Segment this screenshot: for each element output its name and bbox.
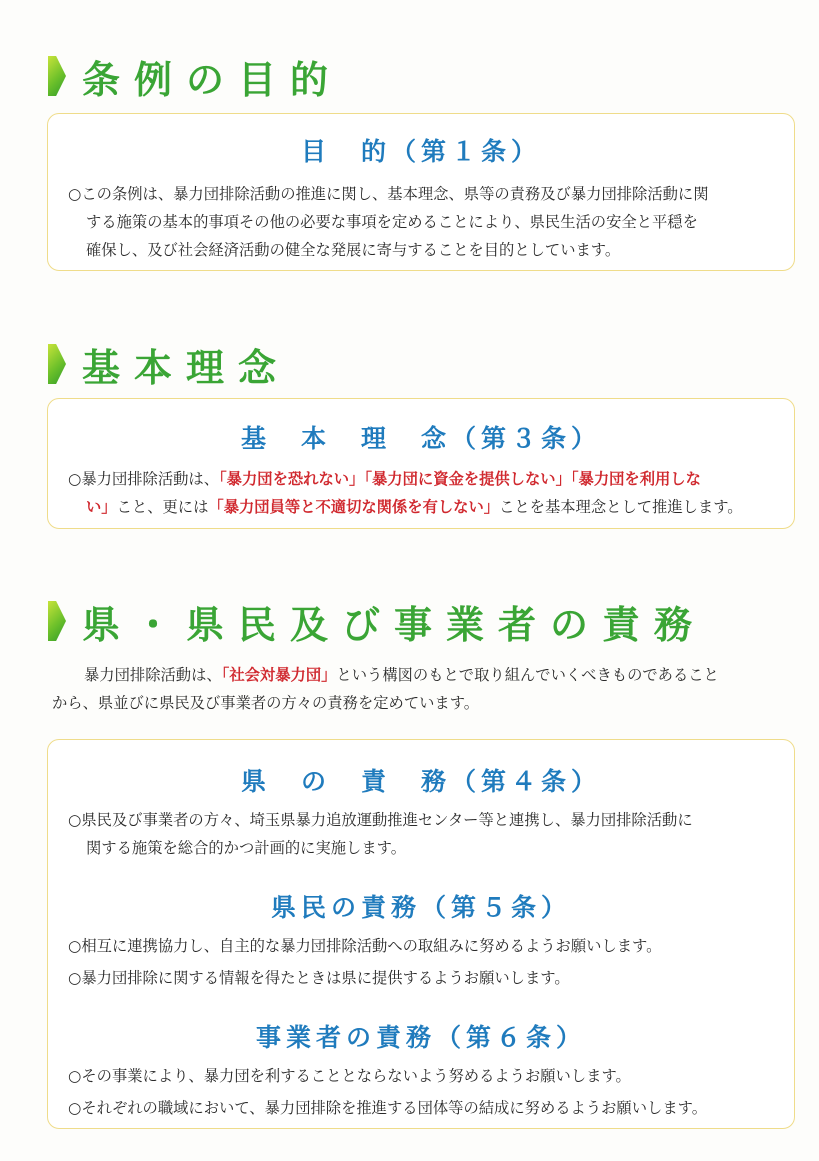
para-line: 関する施策を総合的かつ計画的に実施します。: [86, 839, 407, 857]
para-line: 確保し、及び社会経済活動の健全な発展に寄与することを目的としています。: [86, 241, 621, 259]
duties-box: [47, 739, 795, 1129]
text-span: 暴力団排除活動は、: [84, 666, 222, 684]
section-heading-purpose: [48, 50, 342, 102]
emphasis-text: 「暴力団員等と不適切な関係を有しない」: [208, 498, 500, 516]
para-line: [48, 493, 794, 521]
section-heading-duties: [48, 595, 706, 647]
text-span: ことを基本理念として推進します。: [499, 498, 743, 516]
para-line: [48, 465, 794, 493]
business-duty-title: 事業者の責務（第６条）: [255, 1023, 586, 1052]
para-line: ○県民及び事業者の方々、埼玉県暴力追放運動推進センター等と連携し、暴力団排除活動に: [68, 811, 693, 829]
green-arrow-icon: [48, 56, 66, 96]
heading-text: 県・県民及び事業者の責務: [82, 602, 707, 647]
citizen-duty-title: 県民の責務（第５条）: [270, 893, 571, 922]
green-arrow-icon: [48, 601, 66, 641]
box-title: 目 的（第１条）: [300, 137, 541, 166]
para-line: する施策の基本的事項その他の必要な事項を定めることにより、県民生活の安全と平穏を: [86, 213, 698, 231]
intro-line: [68, 661, 788, 689]
text-span: ○暴力団排除活動は、: [68, 470, 220, 488]
intro-line: から、県並びに県民及び事業者の方々の責務を定めています。: [52, 694, 480, 712]
emphasis-text: 「社会対暴力団」: [221, 666, 337, 684]
text-span: という構図のもとで取り組んでいくべきものであること: [336, 666, 719, 684]
section-heading-principle: [48, 338, 290, 390]
purpose-box: [47, 113, 795, 271]
emphasis-text: 「暴力団を利用しな: [570, 470, 701, 488]
emphasis-text: い」: [86, 498, 117, 516]
box-title: 基 本 理 念（第３条）: [240, 424, 601, 453]
intro-paragraph: [52, 661, 788, 717]
emphasis-text: 「暴力団に資金を提供しない」: [364, 470, 571, 488]
text-span: こと、更には: [116, 498, 209, 516]
green-arrow-icon: [48, 344, 66, 384]
para-line: ○この条例は、暴力団排除活動の推進に関し、基本理念、県等の責務及び暴力団排除活動に関: [68, 185, 709, 203]
heading-text: 基本理念: [82, 345, 291, 390]
emphasis-text: 「暴力団を恐れない」: [219, 470, 365, 488]
heading-text: 条例の目的: [82, 57, 343, 102]
pref-duty-title: 県 の 責 務（第４条）: [240, 767, 601, 796]
list-item: ○相互に連携協力し、自主的な暴力団排除活動への取組みに努めるようお願いします。: [68, 937, 662, 955]
list-item: ○それぞれの職域において、暴力団排除を推進する団体等の結成に努めるようお願いします。: [68, 1099, 707, 1117]
list-item: ○暴力団排除に関する情報を得たときは県に提供するようお願いします。: [68, 969, 570, 987]
principle-box: [47, 398, 795, 529]
list-item: ○その事業により、暴力団を利することとならないよう努めるようお願いします。: [68, 1067, 631, 1085]
